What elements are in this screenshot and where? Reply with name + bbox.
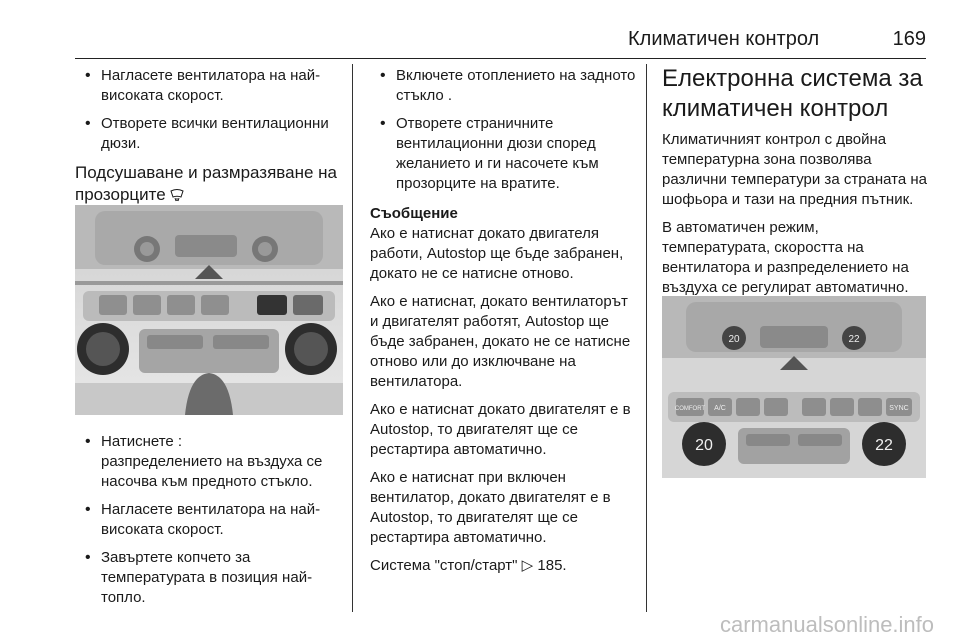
- press-defrost-text: Натиснете :: [101, 433, 183, 450]
- bullet-item: • Нагласете вентилатора на най-високата скорост.: [75, 66, 345, 106]
- reference-text: Система "стоп/старт": [370, 557, 518, 574]
- page-header-title: Климатичен контрол: [628, 28, 820, 50]
- page-number: 169: [892, 28, 926, 50]
- header-rule: [75, 58, 926, 59]
- note-paragraph: Ако е натиснат при включен вентилатор, докато двигателят е в Autostop, то двигателят ще се рестартира автоматично.: [370, 469, 611, 546]
- vent-temp-left: 20: [728, 334, 740, 345]
- sync-button: SYNC: [889, 405, 909, 412]
- column-3: [662, 64, 930, 306]
- body-paragraph: В автоматичен режим, температурата, скоростта на вентилатора и разпределението на въздуха се регулират автоматично.: [662, 219, 909, 296]
- bullet-item: • Завъртете копчето за температурата в позиция най-топло.: [75, 548, 345, 608]
- note-paragraph: Ако е натиснат докато двигателя работи, Autostop ще бъде забранен, докато не се натисне отново.: [370, 225, 624, 282]
- comfort-button: COMFORT: [674, 406, 706, 412]
- note-paragraph: Ако е натиснат, докато вентилаторът и двигателят работят, Autostop ще бъде забранен, докато не се натисне отново или до изключване на вентилатора.: [370, 293, 631, 390]
- bullet-item: • Нагласете вентилатора на най-високата скорост.: [75, 500, 345, 540]
- bullet-item: • Включете отоплението на задното стъкло .: [370, 66, 636, 106]
- section-title-text: Подсушаване и размразяване на прозорците: [75, 163, 338, 204]
- section-title: [75, 162, 345, 206]
- note-block: [370, 204, 636, 548]
- temp-knob-left: 20: [695, 437, 713, 454]
- reference-page: 185.: [537, 557, 567, 574]
- column-divider-1: [352, 64, 353, 612]
- section-heading: Електронна система за климатичен контрол: [662, 65, 923, 122]
- column-1-bottom: [75, 432, 345, 616]
- column-divider-2: [646, 64, 647, 612]
- ac-button: A/C: [714, 405, 726, 412]
- note-paragraph: Ако е натиснат докато двигателят е в Autostop, то двигателят ще се рестартира автоматично.: [370, 401, 631, 458]
- cross-reference: [370, 556, 636, 576]
- bullet-item: • Отворете страничните вентилационни дюзи според желанието и ги насочете към прозорците на вратите.: [370, 114, 636, 194]
- vent-temp-right: 22: [848, 334, 860, 345]
- climate-panel-photo: [75, 205, 343, 415]
- bullet-item: • Отворете всички вентилационни дюзи.: [75, 114, 345, 154]
- watermark: carmanualsonline.info: [720, 612, 935, 637]
- column-2: [370, 66, 636, 584]
- note-title: Съобщение: [370, 205, 458, 222]
- body-paragraph: Климатичният контрол с двойна температурна зона позволява различни температури за страната на шофьора и тази на предния пътник.: [662, 131, 928, 208]
- air-distribution-text: разпределението на въздуха се насочва към предното стъкло.: [101, 453, 323, 490]
- electronic-climate-panel-photo: [662, 296, 926, 478]
- column-1: [75, 66, 345, 220]
- reference-arrow-icon: ▷: [521, 557, 534, 574]
- temp-knob-right: 22: [875, 437, 893, 454]
- windshield-defrost-icon: [170, 188, 184, 202]
- bullet-item: [75, 432, 345, 492]
